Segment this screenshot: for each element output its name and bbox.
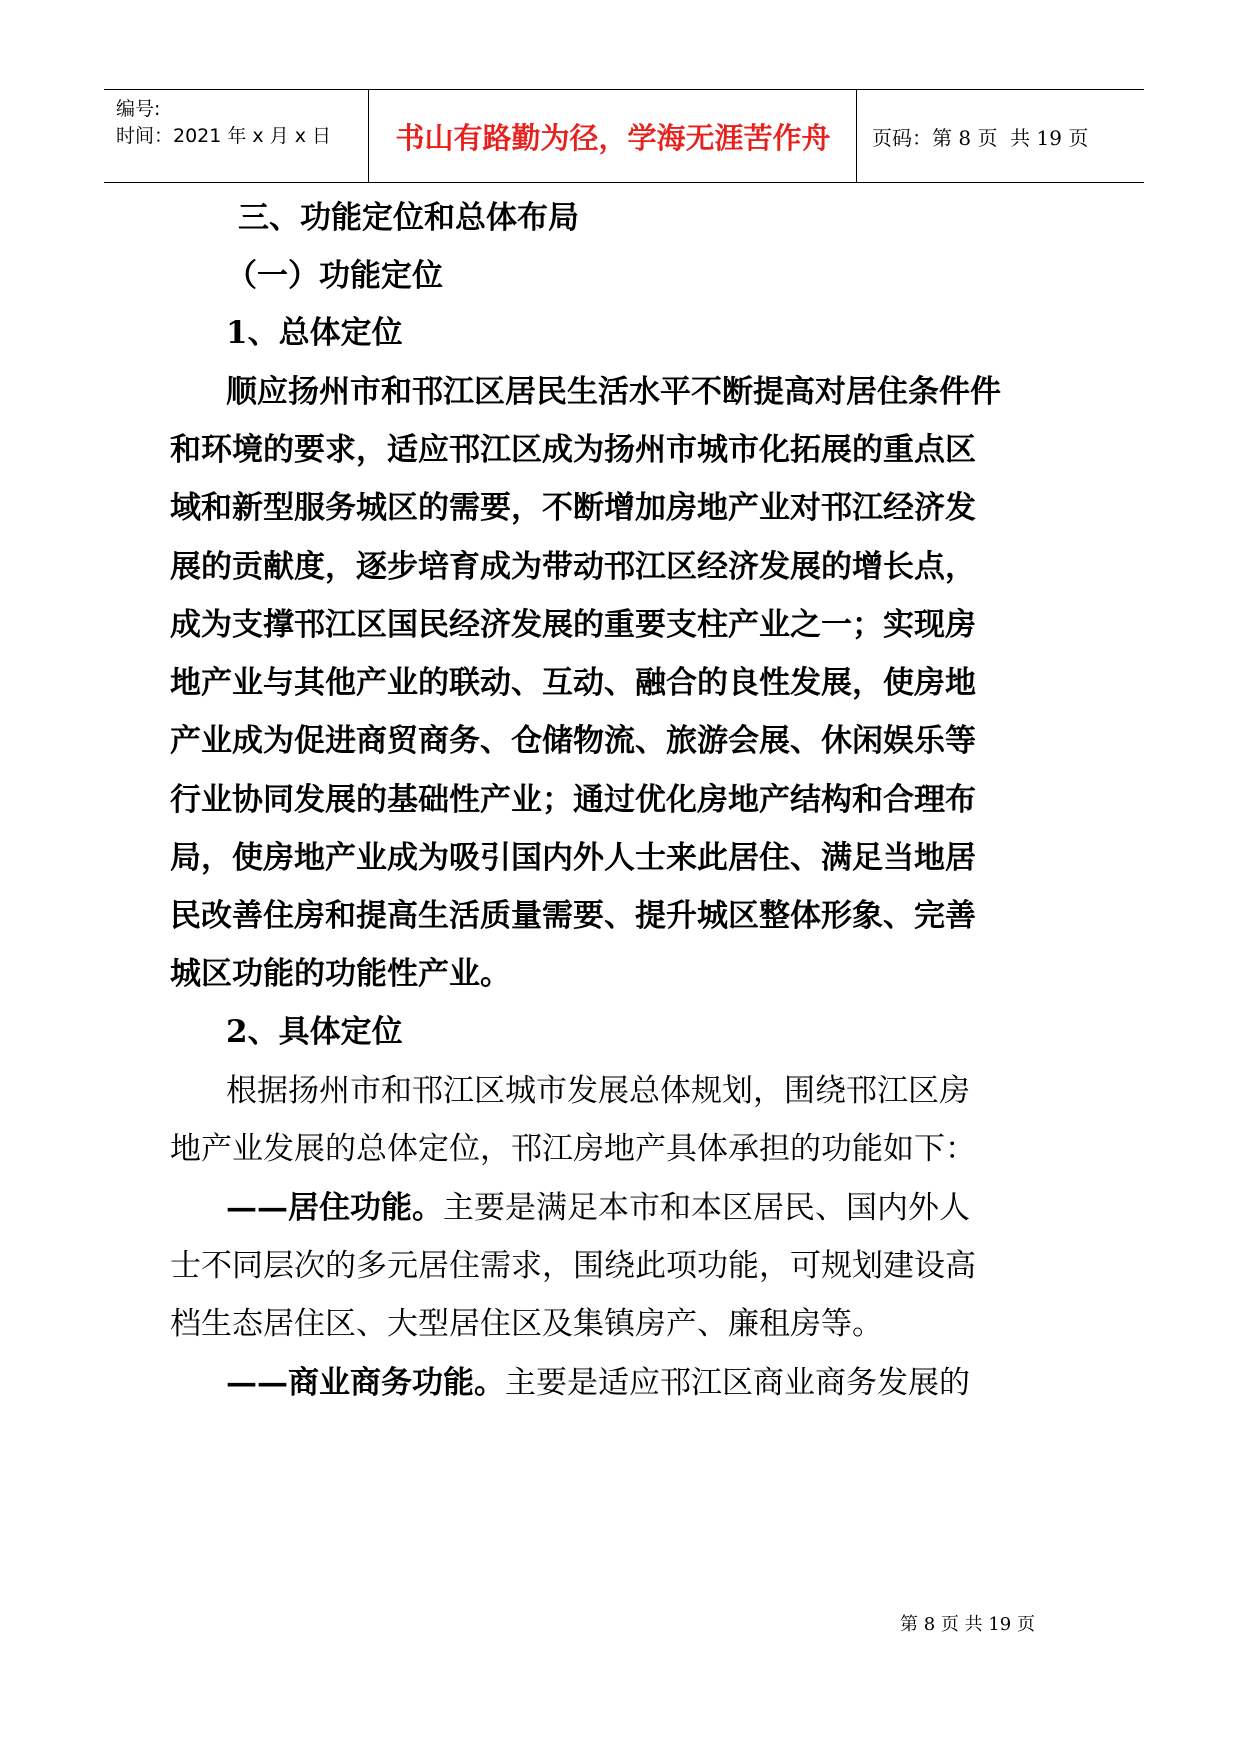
paragraph-line: 根 据 扬 州 市 和 邗 江 区 城 市 发 展 总 体 规 划 ， 围 绕 邗 江 区 房 (226, 1073, 970, 1109)
paragraph-line: 顺 应 扬 州 市 和 邗 江 区 居 民 生 活 水 平 不 断 提 高 对 居 住 条 件 件 (226, 374, 1001, 410)
doc-code-label: 编号: (116, 98, 161, 120)
function-line (226, 1188, 970, 1228)
header-divider (368, 90, 369, 182)
paragraph-line: 局 ， 使 房 地 产 业 成 为 吸 引 国 内 外 人 士 来 此 居 住 、 满 足 当 地 居 (170, 840, 976, 876)
paragraph-line: 成 为 支 撑 邗 江 区 国 民 经 济 发 展 的 重 要 支 柱 产 业 之 一 ； 实 现 房 (170, 607, 976, 643)
paragraph-line: 地 产 业 与 其 他 产 业 的 联 动 、 互 动 、 融 合 的 良 性 发 展 ， 使 房 地 (170, 665, 976, 701)
subsection-title: （一）功能定位 (226, 258, 443, 294)
paragraph-line: 士 不 同 层 次 的 多 元 居 住 需 求 ， 围 绕 此 项 功 能 ， 可 规 划 建 设 高 (170, 1248, 976, 1284)
paragraph-line: 和 环 境 的 要 求 ， 适 应 邗 江 区 成 为 扬 州 市 城 市 化 拓 展 的 重 点 区 (170, 432, 976, 468)
paragraph-line: 产 业 成 为 促 进 商 贸 商 务 、 仓 储 物 流 、 旅 游 会 展 、 休 闲 娱 乐 等 (170, 723, 976, 759)
function-text: 主要是适应邗江区商业商务发展的 (505, 1365, 970, 1401)
page-footer: 第 8 页 共 19 页 (900, 1614, 1035, 1635)
item-title: 1、总体定位 (226, 315, 403, 351)
header-page-number: 页码：第 8 页 共 19 页 (872, 125, 1089, 150)
header-divider (856, 90, 857, 182)
header-meta (116, 96, 362, 150)
function-heading: ——居住功能。 (226, 1190, 443, 1226)
doc-time-label: 时间：2021 年 x 月 x 日 (116, 125, 332, 147)
page-header (104, 89, 1144, 183)
paragraph-line: 民 改 善 住 房 和 提 高 生 活 质 量 需 要 、 提 升 城 区 整 体 形 象 、 完 善 (170, 898, 976, 934)
header-motto: 书山有路勤为径，学海无涯苦作舟 (395, 120, 831, 155)
paragraph-line: 城区功能的功能性产业。 (170, 956, 511, 992)
paragraph-line: 域 和 新 型 服 务 城 区 的 需 要 ， 不 断 增 加 房 地 产 业 对 邗 江 经 济 发 (170, 490, 976, 526)
function-text: 主要是满足本市和本区居民、国内外人 (443, 1190, 970, 1226)
function-heading: ——商业商务功能。 (226, 1365, 505, 1401)
function-line (226, 1363, 970, 1403)
paragraph-line: 地 产 业 发 展 的 总 体 定 位 ， 邗 江 房 地 产 具 体 承 担 的 功 能 如 下 ： (170, 1131, 976, 1167)
item-title: 2、具体定位 (226, 1014, 403, 1050)
paragraph-line: 行 业 协 同 发 展 的 基 础 性 产 业 ； 通 过 优 化 房 地 产 结 构 和 合 理 布 (170, 782, 976, 818)
paragraph-line: 档生态居住区、大型居住区及集镇房产、廉租房等。 (170, 1306, 883, 1342)
section-title: 三、功能定位和总体布局 (238, 200, 579, 236)
paragraph-line: 展 的 贡 献 度 ， 逐 步 培 育 成 为 带 动 邗 江 区 经 济 发 展 的 增 长 点 ， (170, 549, 976, 585)
